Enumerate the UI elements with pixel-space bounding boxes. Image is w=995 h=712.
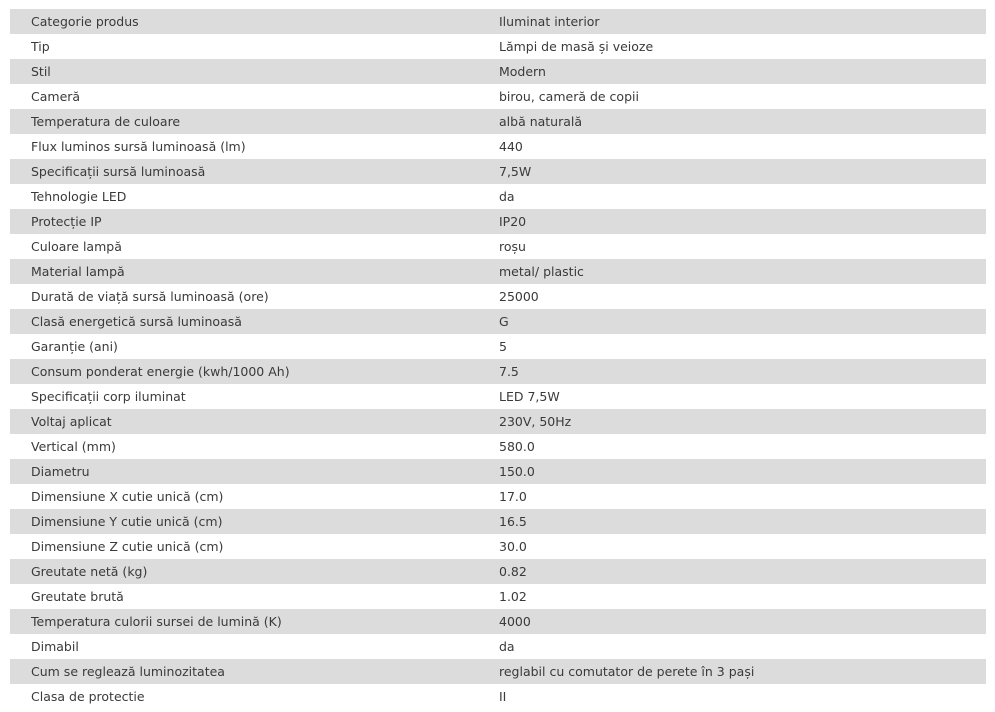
spec-row (10, 284, 986, 309)
spec-row (10, 234, 986, 259)
spec-row (10, 259, 986, 284)
spec-value: reglabil cu comutator de perete în 3 pași (499, 664, 755, 679)
spec-row (10, 409, 986, 434)
spec-row (10, 159, 986, 184)
spec-value: 7.5 (499, 364, 519, 379)
spec-value: roșu (499, 239, 526, 254)
spec-value: Modern (499, 64, 546, 79)
spec-row (10, 34, 986, 59)
spec-label: Diametru (31, 464, 90, 479)
spec-row (10, 584, 986, 609)
spec-value: da (499, 639, 515, 654)
spec-value: 25000 (499, 289, 539, 304)
spec-value: 7,5W (499, 164, 532, 179)
spec-row (10, 109, 986, 134)
spec-value: birou, cameră de copii (499, 89, 639, 104)
spec-row (10, 9, 986, 34)
spec-row (10, 684, 986, 709)
spec-row (10, 484, 986, 509)
spec-value: albă naturală (499, 114, 583, 129)
spec-label: Temperatura de culoare (31, 114, 181, 129)
spec-row (10, 434, 986, 459)
spec-row (10, 59, 986, 84)
spec-row (10, 134, 986, 159)
spec-label: Temperatura culorii sursei de lumină (K) (31, 614, 282, 629)
spec-label: Consum ponderat energie (kwh/1000 Ah) (31, 364, 290, 379)
spec-row (10, 659, 986, 684)
spec-value: G (499, 314, 509, 329)
spec-value: 5 (499, 339, 507, 354)
spec-label: Dimensiune Z cutie unică (cm) (31, 539, 224, 554)
spec-value: metal/ plastic (499, 264, 584, 279)
spec-label: Voltaj aplicat (31, 414, 112, 429)
spec-row (10, 384, 986, 409)
spec-label: Tip (31, 39, 50, 54)
spec-label: Dimensiune Y cutie unică (cm) (31, 514, 223, 529)
spec-row (10, 609, 986, 634)
spec-value: 16.5 (499, 514, 527, 529)
spec-label: Specificații corp iluminat (31, 389, 186, 404)
spec-value: 440 (499, 139, 523, 154)
spec-label: Protecție IP (31, 214, 102, 229)
spec-value: 30.0 (499, 539, 527, 554)
spec-value: 580.0 (499, 439, 535, 454)
spec-value: da (499, 189, 515, 204)
spec-row (10, 84, 986, 109)
spec-label: Material lampă (31, 264, 125, 279)
spec-label: Cum se reglează luminozitatea (31, 664, 225, 679)
spec-value: 17.0 (499, 489, 527, 504)
spec-value: 150.0 (499, 464, 535, 479)
spec-label: Specificații sursă luminoasă (31, 164, 206, 179)
spec-row (10, 509, 986, 534)
spec-label: Dimensiune X cutie unică (cm) (31, 489, 224, 504)
spec-value: 4000 (499, 614, 531, 629)
spec-label: Categorie produs (31, 14, 139, 29)
spec-label: Greutate netă (kg) (31, 564, 148, 579)
spec-label: Clasa de protectie (31, 689, 145, 704)
spec-label: Cameră (31, 89, 81, 104)
spec-value: Lămpi de masă și veioze (499, 39, 654, 54)
spec-label: Flux luminos sursă luminoasă (lm) (31, 139, 246, 154)
spec-value: LED 7,5W (499, 389, 560, 404)
spec-label: Culoare lampă (31, 239, 122, 254)
spec-label: Garanție (ani) (31, 339, 118, 354)
spec-row (10, 309, 986, 334)
spec-value: 0.82 (499, 564, 527, 579)
spec-row (10, 359, 986, 384)
spec-label: Tehnologie LED (31, 189, 127, 204)
spec-label: Clasă energetică sursă luminoasă (31, 314, 242, 329)
spec-row (10, 534, 986, 559)
spec-label: Stil (31, 64, 51, 79)
spec-label: Dimabil (31, 639, 79, 654)
spec-row (10, 334, 986, 359)
spec-label: Vertical (mm) (31, 439, 116, 454)
spec-row (10, 209, 986, 234)
spec-value: Iluminat interior (499, 14, 600, 29)
spec-value: 230V, 50Hz (499, 414, 572, 429)
spec-row (10, 184, 986, 209)
spec-value: IP20 (499, 214, 527, 229)
spec-label: Greutate brută (31, 589, 124, 604)
spec-label: Durată de viață sursă luminoasă (ore) (31, 289, 269, 304)
spec-row (10, 559, 986, 584)
spec-row (10, 634, 986, 659)
spec-value: II (499, 689, 507, 704)
spec-value: 1.02 (499, 589, 527, 604)
spec-row (10, 459, 986, 484)
specifications-table (10, 9, 986, 709)
